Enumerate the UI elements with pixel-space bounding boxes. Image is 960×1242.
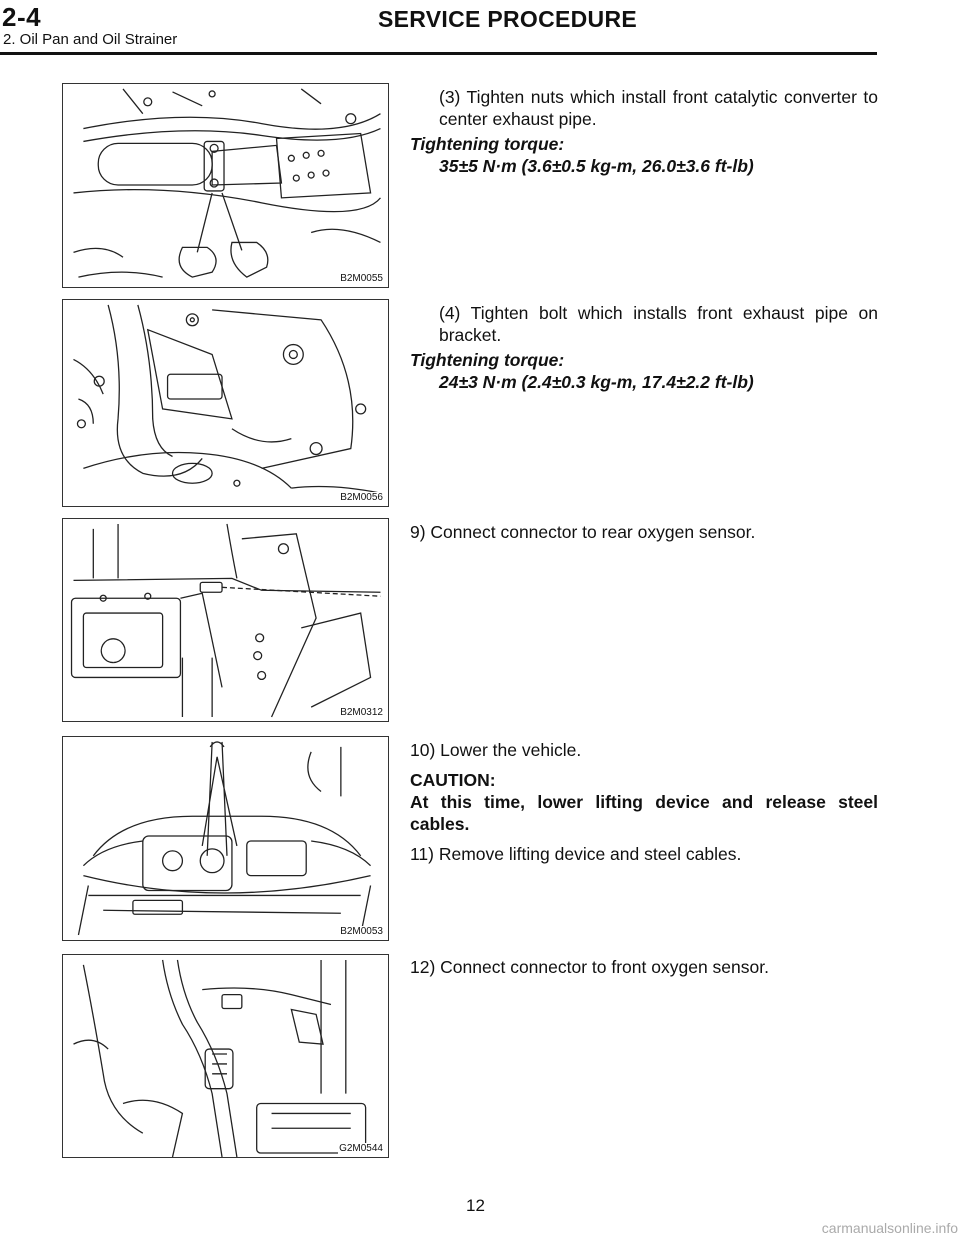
figure-id: B2M0053 xyxy=(340,926,383,937)
engine-lifting-device-illustration xyxy=(63,737,388,940)
step-4-block xyxy=(410,302,878,393)
caution-label: CAUTION: xyxy=(410,770,496,790)
figure-exhaust-pipe-nut xyxy=(62,83,389,288)
step-9-text: 9) Connect connector to rear oxygen sensor. xyxy=(410,522,756,542)
figure-id: B2M0056 xyxy=(340,492,383,503)
step-3-torque-label: Tightening torque: xyxy=(410,134,565,154)
figure-id: G2M0544 xyxy=(339,1143,383,1154)
step-9-block xyxy=(410,521,878,546)
step-3-torque-value: 35±5 N·m (3.6±0.5 kg-m, 26.0±3.6 ft-lb) xyxy=(439,156,754,176)
step-4-text: (4) Tighten bolt which installs front exhaust pipe on bracket. xyxy=(439,303,878,345)
caution-text: At this time, lower lifting device and release steel cables. xyxy=(410,792,878,834)
step-10-text: 10) Lower the vehicle. xyxy=(410,740,582,760)
subsection-title: 2. Oil Pan and Oil Strainer xyxy=(3,31,178,48)
header-rule xyxy=(0,52,877,55)
figure-id: B2M0312 xyxy=(340,707,383,718)
step-12-text: 12) Connect connector to front oxygen sensor. xyxy=(410,957,769,977)
figure-front-oxygen-sensor xyxy=(62,954,389,1158)
step-12-block xyxy=(410,956,878,981)
step-4-torque-label: Tightening torque: xyxy=(410,350,565,370)
section-title: SERVICE PROCEDURE xyxy=(378,6,638,32)
rear-oxygen-sensor-connector-illustration xyxy=(63,519,388,721)
step-3-text: (3) Tighten nuts which install front catalytic converter to center exhaust pipe. xyxy=(439,87,878,129)
page-number: 12 xyxy=(466,1196,485,1215)
step-10-block xyxy=(410,739,878,868)
figure-rear-oxygen-sensor xyxy=(62,518,389,722)
step-11-text: 11) Remove lifting device and steel cables. xyxy=(410,844,742,864)
front-oxygen-sensor-connector-illustration xyxy=(63,955,388,1157)
step-3-block xyxy=(410,86,878,177)
exhaust-pipe-nut-illustration xyxy=(63,84,388,287)
step-4-torque-value: 24±3 N·m (2.4±0.3 kg-m, 17.4±2.2 ft-lb) xyxy=(439,372,754,392)
site-watermark[interactable]: carmanualsonline.info xyxy=(821,1220,958,1236)
figure-exhaust-bracket-bolt xyxy=(62,299,389,507)
figure-engine-lifting xyxy=(62,736,389,941)
exhaust-bracket-bolt-illustration xyxy=(63,300,388,506)
section-code: 2-4 xyxy=(2,2,42,32)
figure-id: B2M0055 xyxy=(340,273,383,284)
